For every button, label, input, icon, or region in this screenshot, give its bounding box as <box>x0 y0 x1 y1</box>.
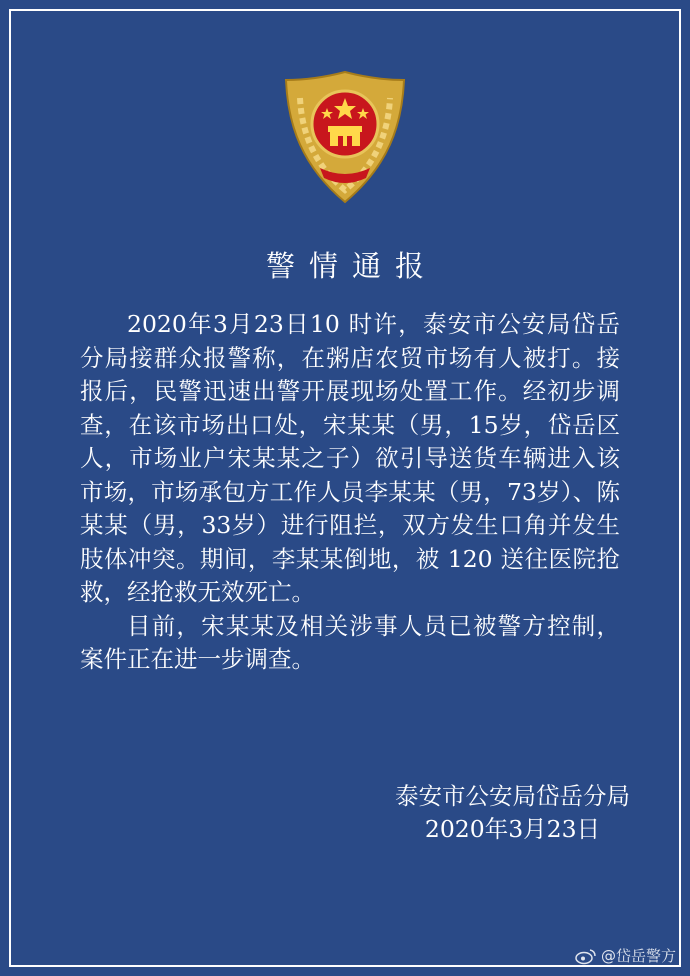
weibo-watermark <box>575 945 676 966</box>
signature-date: 2020年3月23日 <box>424 815 601 843</box>
notice-paragraph: 2020年3月23日10 时许，泰安市公安局岱岳分局接群众报警称，在粥店农贸市场有人被打。接报后，民警迅速出警开展现场处置工作。经初步调查，在该市场出口处，宋某某（男，15岁，岱岳区人，市场业户宋某某之子）欲引导送货车辆进入该市场，市场承包方工作人员李某某（男，73岁）、陈某某（男，33岁）进行阻拦，双方发生口角并发生肢体冲突。期间，李某某倒地，被 120 送往医院抢救，经抢救无效死亡。 <box>80 310 620 606</box>
notice-body <box>80 308 620 677</box>
weibo-icon <box>575 947 597 965</box>
signature-org: 泰安市公安局岱岳分局 <box>395 782 630 810</box>
police-emblem-icon <box>280 68 410 208</box>
watermark-text: @岱岳警方 <box>600 947 676 965</box>
signature-block <box>395 780 630 846</box>
notice-title: 警情通报 <box>265 249 438 283</box>
notice-paragraph: 目前，宋某某及相关涉事人员已被警方控制，案件正在进一步调查。 <box>80 611 620 673</box>
